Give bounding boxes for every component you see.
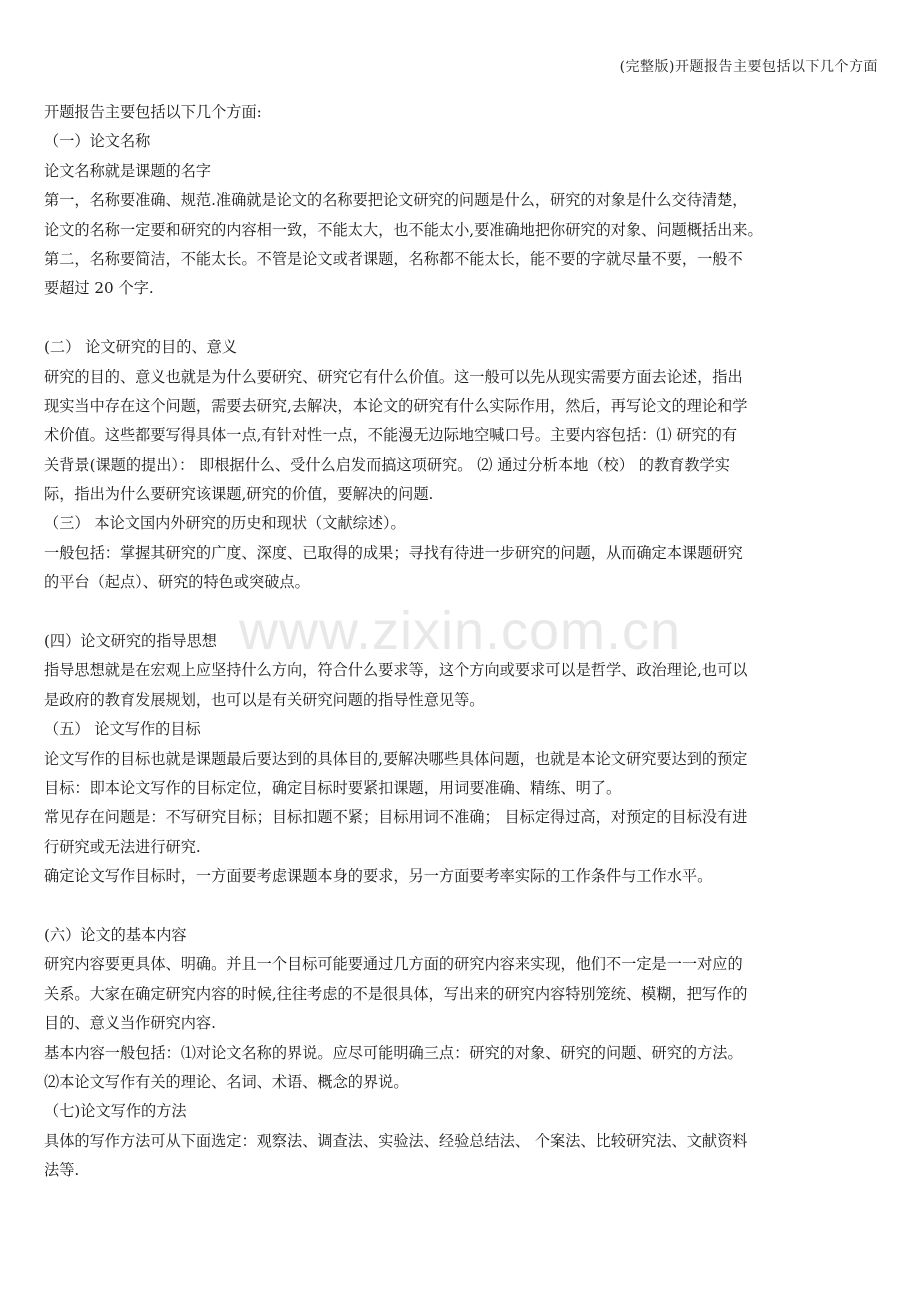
text-line: 研究内容要更具体、明确。并且一个目标可能要通过几方面的研究内容来实现，他们不一定是一一对应的 [44, 955, 743, 974]
blank-line [44, 598, 892, 627]
text-line: 开题报告主要包括以下几个方面: [44, 103, 262, 121]
text-line: (二） 论文研究的目的、意义 [44, 338, 238, 357]
text-line: 一般包括：掌握其研究的广度、深度、已取得的成果；寻找有待进一步研究的问题，从而确定本课题研究 [44, 543, 743, 562]
text-line: 关背景(课题的提出）： 即根据什么、受什么启发而搞这项研究。 ⑵ 通过分析本地（校） 的教育教学实 [44, 455, 730, 474]
blank-line [44, 892, 892, 921]
text-line: 术价值。这些都要写得具体一点,有针对性一点，不能漫无边际地空喊口号。主要内容包括：⑴ 研究的有 [44, 426, 738, 445]
text-line: 际，指出为什么要研究该课题,研究的价值，要解决的问题. [44, 485, 434, 504]
text-line: 目标：即本论文写作的目标定位，确定目标时要紧扣课题，用词要准确、精练、明了。 [44, 778, 622, 797]
text-line: 行研究或无法进行研究. [44, 837, 201, 856]
page-header: (完整版)开题报告主要包括以下几个方面 [619, 59, 878, 75]
watermark: www.zixin.com.cn [238, 601, 682, 661]
text-line: 第二，名称要简洁，不能太长。不管是论文或者课题，名称都不能太长，能不要的字就尽量不要，一般不 [44, 249, 743, 268]
text-line: 论文的名称一定要和研究的内容相一致，不能太大，也不能太小,要准确地把你研究的对象、问题概括出来。 [44, 220, 763, 239]
text-line: 论文名称就是课题的名字 [44, 161, 212, 180]
text-line: 指导思想就是在宏观上应坚持什么方向，符合什么要求等，这个方向或要求可以是哲学、政治理论,也可以 [44, 661, 748, 680]
text-line: 是政府的教育发展规划，也可以是有关研究问题的指导性意见等。 [44, 690, 485, 709]
text-line: 现实当中存在这个问题，需要去研究,去解决，本论文的研究有什么实际作用，然后，再写论文的理论和学 [44, 396, 748, 415]
text-line: 要超过 20 个字. [44, 279, 154, 298]
text-line: 常见存在问题是：不写研究目标；目标扣题不紧；目标用词不准确； 目标定得过高，对预定的目标没有进 [44, 808, 748, 827]
text-line: 第一，名称要准确、规范.准确就是论文的名称要把论文研究的问题是什么，研究的对象是什么交待清楚， [44, 191, 748, 210]
text-line: 具体的写作方法可从下面选定：观察法、调查法、实验法、经验总结法、 个案法、比较研究法、文献资料 [44, 1131, 748, 1150]
blank-line [44, 304, 892, 333]
text-line: 的平台（起点）、研究的特色或突破点。 [44, 573, 310, 592]
text-line: （七)论文写作的方法 [44, 1102, 187, 1121]
text-line: 法等. [44, 1161, 80, 1180]
text-line: (六）论文的基本内容 [44, 925, 187, 944]
text-line: 目的、意义当作研究内容. [44, 1014, 216, 1033]
text-line: 确定论文写作目标时，一方面要考虑课题本身的要求，另一方面要考率实际的工作条件与工作水平。 [44, 867, 713, 886]
text-line: (四）论文研究的指导思想 [44, 632, 217, 651]
text-line: ⑵本论文写作有关的理论、名词、术语、概念的界说。 [44, 1072, 409, 1091]
text-line: （三） 本论文国内外研究的历史和现状（文献综述）。 [44, 514, 406, 533]
text-line: （一）论文名称 [44, 132, 151, 151]
text-line: （五） 论文写作的目标 [44, 720, 201, 739]
document-body [44, 98, 892, 1185]
text-line: 关系。大家在确定研究内容的时候,往往考虑的不是很具体，写出来的研究内容特别笼统、模糊，把写作的 [44, 984, 748, 1003]
text-line: 研究的目的、意义也就是为什么要研究、研究它有什么价值。这一般可以先从现实需要方面去论述，指出 [44, 367, 743, 386]
text-line: 基本内容一般包括：⑴对论文名称的界说。应尽可能明确三点：研究的对象、研究的问题、研究的方法。 [44, 1043, 743, 1062]
text-line: 论文写作的目标也就是课题最后要达到的具体目的,要解决哪些具体问题，也就是本论文研究要达到的预定 [44, 749, 748, 768]
